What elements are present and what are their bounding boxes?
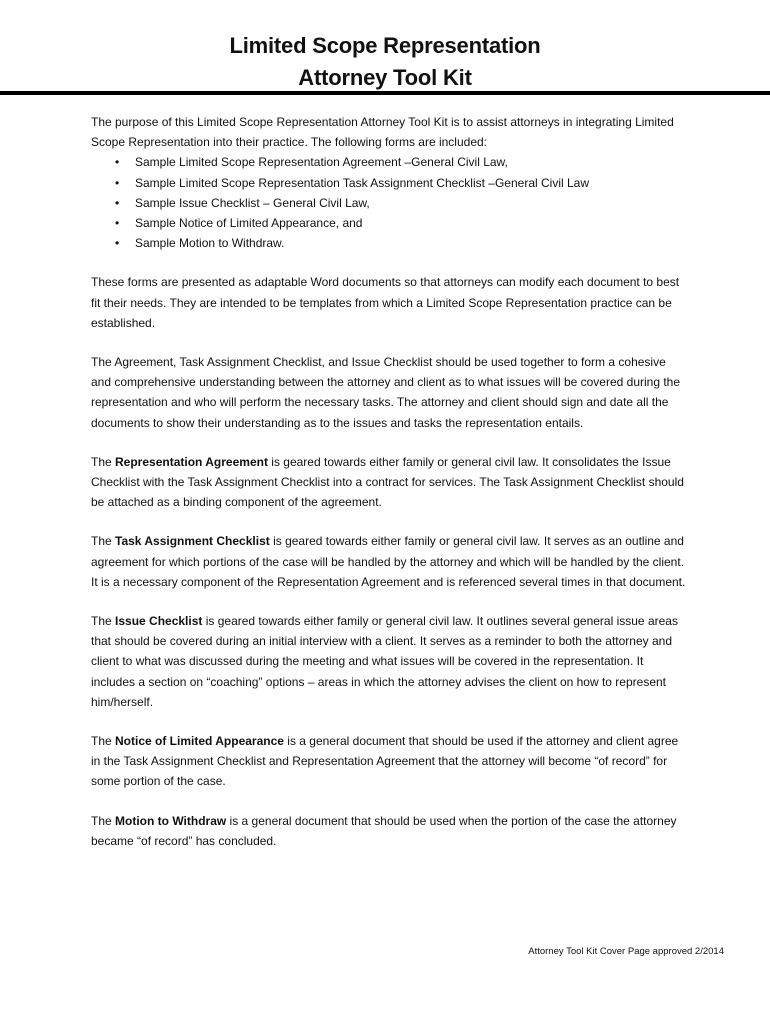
word-documents-paragraph: These forms are presented as adaptable Word documents so that attorneys can modify each document to best fit their needs. They are intended to be templates from which a Limited Scope Representation practice can be established. bbox=[91, 275, 680, 330]
title-divider bbox=[0, 91, 770, 95]
list-item bbox=[115, 173, 687, 193]
paragraph-lead: The bbox=[91, 614, 116, 629]
paragraph-lead: The bbox=[91, 813, 116, 828]
forms-list bbox=[91, 152, 687, 253]
list-item-text: Sample Limited Scope Representation Task Assignment Checklist –General Civil Law bbox=[135, 175, 590, 190]
task-assignment-checklist-term: Task Assignment Checklist bbox=[115, 534, 270, 549]
task-assignment-checklist-paragraph bbox=[91, 531, 687, 592]
list-item bbox=[115, 233, 687, 253]
bullet-icon: • bbox=[115, 155, 120, 170]
list-item bbox=[115, 213, 687, 233]
issue-checklist-paragraph bbox=[91, 611, 687, 712]
list-item-text: Sample Notice of Limited Appearance, and bbox=[135, 216, 363, 231]
issue-checklist-term: Issue Checklist bbox=[115, 614, 203, 629]
document-body bbox=[91, 112, 687, 870]
paragraph-lead: The bbox=[91, 534, 116, 549]
title-line-1: Limited Scope Representation bbox=[229, 33, 541, 58]
representation-agreement-paragraph bbox=[91, 452, 687, 513]
paragraph-text: is geared towards either family or general civil law. It serves as an outline and agreement for which portions of the case will be handled by the attorney and which will be handled by the client. It is a necessary component of the Representation Agreement and is referenced several times in that document. bbox=[91, 534, 686, 589]
list-item bbox=[115, 152, 687, 172]
bullet-icon: • bbox=[115, 195, 120, 210]
notice-of-limited-appearance-term: Notice of Limited Appearance bbox=[115, 734, 284, 749]
motion-to-withdraw-paragraph bbox=[91, 811, 687, 851]
title-line-2: Attorney Tool Kit bbox=[298, 65, 472, 90]
list-item bbox=[115, 193, 687, 213]
paragraph-lead: The bbox=[91, 734, 116, 749]
motion-to-withdraw-term: Motion to Withdraw bbox=[115, 813, 227, 828]
used-together-paragraph: The Agreement, Task Assignment Checklist, and Issue Checklist should be used together to form a cohesive and comprehensive understanding between the attorney and client as to what issues will be covered during the representation and who will perform the necessary tasks. The attorney and client should sign and date all the documents to show their understanding as to the issues and tasks the representation entails. bbox=[91, 355, 681, 430]
list-item-text: Sample Limited Scope Representation Agreement –General Civil Law, bbox=[135, 155, 508, 170]
intro-paragraph: The purpose of this Limited Scope Representation Attorney Tool Kit is to assist attorneys in integrating Limited Scope Representation into their practice. The following forms are included: bbox=[91, 115, 674, 150]
paragraph-text: is geared towards either family or general civil law. It outlines several general issue areas that should be covered during an initial interview with a client. It serves as a reminder to both the attorney and client to what was discussed during the meeting and what issues will be covered in the representation. It includes a section on “coaching” options – areas in which the attorney advises the client on how to represent him/herself. bbox=[91, 614, 678, 709]
paragraph-lead: The bbox=[91, 454, 116, 469]
bullet-icon: • bbox=[115, 236, 120, 251]
bullet-icon: • bbox=[115, 216, 120, 231]
paragraph-text: is a general document that should be used if the attorney and client agree in the Task Assignment Checklist and Representation Agreement that the attorney will become “of record” for some portion of the case. bbox=[91, 734, 679, 789]
bullet-icon: • bbox=[115, 175, 120, 190]
list-item-text: Sample Motion to Withdraw. bbox=[135, 236, 285, 251]
paragraph-text: is geared towards either family or general civil law. It consolidates the Issue Checklist with the Task Assignment Checklist into a contract for services. The Task Assignment Checklist should be attached as a binding component of the agreement. bbox=[91, 454, 684, 510]
notice-of-limited-appearance-paragraph bbox=[91, 731, 687, 792]
paragraph-text: is a general document that should be used when the portion of the case the attorney became “of record” has concluded. bbox=[91, 813, 677, 848]
page-footer: Attorney Tool Kit Cover Page approved 2/2014 bbox=[528, 946, 724, 957]
list-item-text: Sample Issue Checklist – General Civil Law, bbox=[135, 195, 370, 210]
document-title bbox=[0, 30, 770, 94]
representation-agreement-term: Representation Agreement bbox=[115, 454, 268, 469]
